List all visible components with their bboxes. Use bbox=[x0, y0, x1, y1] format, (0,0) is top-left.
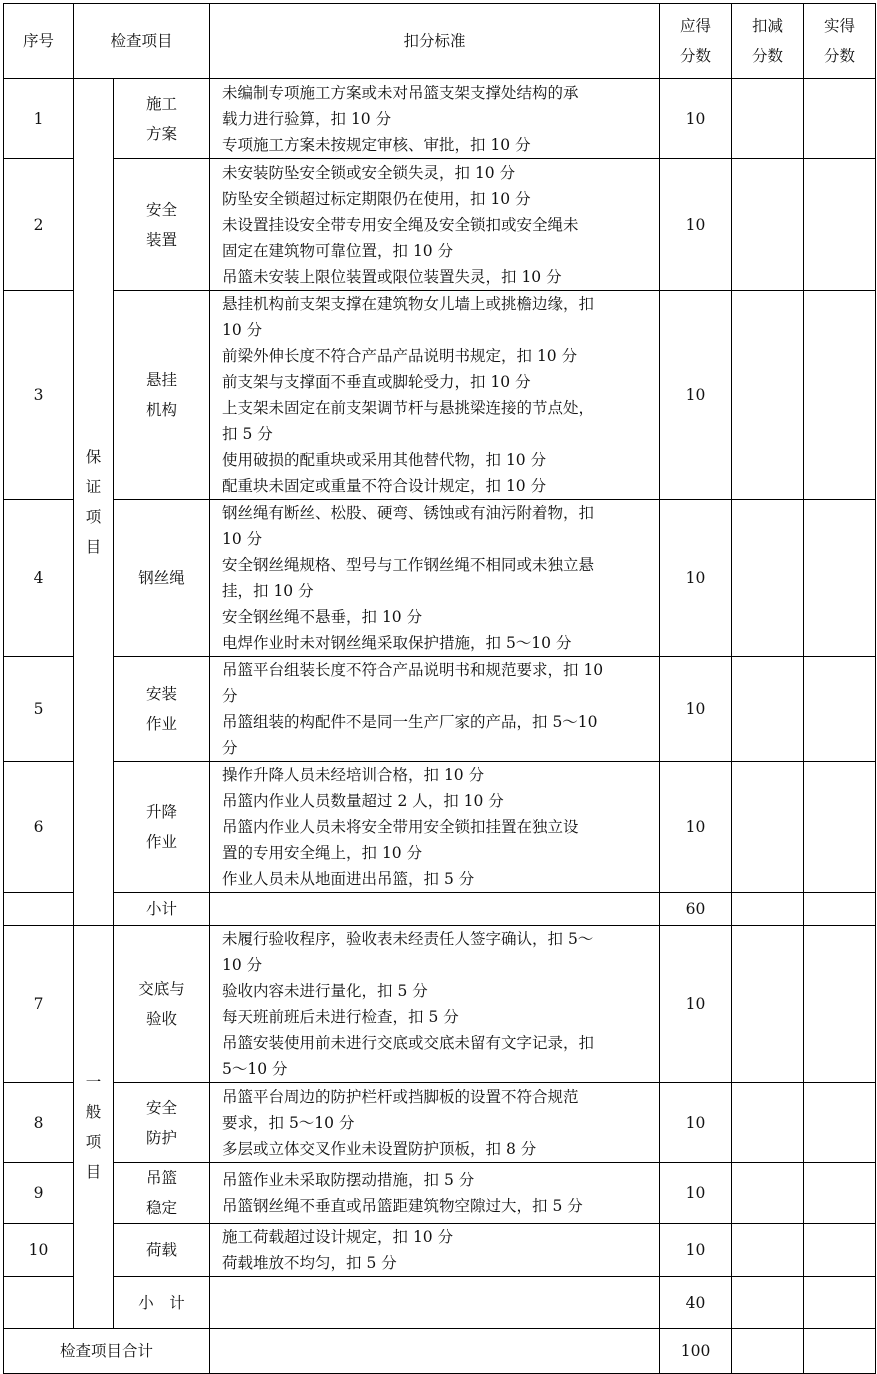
header-deducted: 扣减 分数 bbox=[732, 4, 804, 79]
table-row bbox=[4, 657, 876, 762]
row-score: 10 bbox=[660, 500, 732, 657]
subtotal-score: 40 bbox=[660, 1277, 732, 1329]
row-standard: 吊篮平台周边的防护栏杆或挡脚板的设置不符合规范 要求，扣 5～10 分 多层或立体交叉作业未设置防护顶板，扣 8 分 bbox=[210, 1083, 660, 1163]
safety-inspection-table bbox=[3, 3, 876, 1374]
row-item: 吊篮 稳定 bbox=[114, 1163, 210, 1224]
row-deducted[interactable] bbox=[732, 79, 804, 159]
row-seq: 10 bbox=[4, 1224, 74, 1277]
row-standard: 操作升降人员未经培训合格，扣 10 分 吊篮内作业人员数量超过 2 人，扣 10 分 吊篮内作业人员未将安全带用安全锁扣挂置在独立设 置的专用安全绳上，扣 10 分 作业人员未从地面进出吊篮，扣 5 分 bbox=[210, 762, 660, 893]
subtotal-standard bbox=[210, 893, 660, 926]
total-actual[interactable] bbox=[804, 1329, 876, 1374]
row-item: 施工 方案 bbox=[114, 79, 210, 159]
row-actual[interactable] bbox=[804, 657, 876, 762]
row-seq: 5 bbox=[4, 657, 74, 762]
subtotal-deducted[interactable] bbox=[732, 893, 804, 926]
header-standard: 扣分标准 bbox=[210, 4, 660, 79]
table-row bbox=[4, 500, 876, 657]
total-label: 检查项目合计 bbox=[4, 1329, 210, 1374]
row-item: 安装 作业 bbox=[114, 657, 210, 762]
subtotal-row bbox=[4, 1277, 876, 1329]
row-item: 升降 作业 bbox=[114, 762, 210, 893]
row-deducted[interactable] bbox=[732, 291, 804, 500]
header-seq: 序号 bbox=[4, 4, 74, 79]
header-actual: 实得 分数 bbox=[804, 4, 876, 79]
table-row bbox=[4, 159, 876, 291]
table-row bbox=[4, 79, 876, 159]
row-deducted[interactable] bbox=[732, 1224, 804, 1277]
row-actual[interactable] bbox=[804, 1083, 876, 1163]
row-item: 安全 防护 bbox=[114, 1083, 210, 1163]
row-item: 交底与 验收 bbox=[114, 926, 210, 1083]
row-score: 10 bbox=[660, 657, 732, 762]
total-row bbox=[4, 1329, 876, 1374]
row-deducted[interactable] bbox=[732, 657, 804, 762]
row-standard: 吊篮作业未采取防摆动措施，扣 5 分 吊篮钢丝绳不垂直或吊篮距建筑物空隙过大，扣 5 分 bbox=[210, 1163, 660, 1224]
subtotal-seq bbox=[4, 893, 74, 926]
row-actual[interactable] bbox=[804, 926, 876, 1083]
row-score: 10 bbox=[660, 1083, 732, 1163]
table-row bbox=[4, 1163, 876, 1224]
row-item: 钢丝绳 bbox=[114, 500, 210, 657]
row-seq: 1 bbox=[4, 79, 74, 159]
table-row bbox=[4, 926, 876, 1083]
row-item: 荷载 bbox=[114, 1224, 210, 1277]
row-deducted[interactable] bbox=[732, 1163, 804, 1224]
row-score: 10 bbox=[660, 1163, 732, 1224]
row-actual[interactable] bbox=[804, 79, 876, 159]
row-actual[interactable] bbox=[804, 762, 876, 893]
row-standard: 钢丝绳有断丝、松股、硬弯、锈蚀或有油污附着物，扣 10 分 安全钢丝绳规格、型号与工作钢丝绳不相同或未独立悬 挂，扣 10 分 安全钢丝绳不悬垂，扣 10 分 电焊作业时未对钢丝绳采取保护措施，扣 5～10 分 bbox=[210, 500, 660, 657]
row-deducted[interactable] bbox=[732, 500, 804, 657]
row-standard: 悬挂机构前支架支撑在建筑物女儿墙上或挑檐边缘，扣 10 分 前梁外伸长度不符合产品产品说明书规定，扣 10 分 前支架与支撑面不垂直或脚轮受力，扣 10 分 上支架未固定在前支架调节杆与悬挑梁连接的节点处， 扣 5 分 使用破损的配重块或采用其他替代物，扣 10 分 配重块未固定或重量不符合设计规定，扣 10 分 bbox=[210, 291, 660, 500]
row-seq: 3 bbox=[4, 291, 74, 500]
subtotal-deducted[interactable] bbox=[732, 1277, 804, 1329]
subtotal-row bbox=[4, 893, 876, 926]
row-deducted[interactable] bbox=[732, 159, 804, 291]
row-item: 悬挂 机构 bbox=[114, 291, 210, 500]
subtotal-label: 小 计 bbox=[114, 1277, 210, 1329]
subtotal-seq bbox=[4, 1277, 74, 1329]
row-score: 10 bbox=[660, 291, 732, 500]
row-standard: 吊篮平台组装长度不符合产品说明书和规范要求，扣 10 分 吊篮组装的构配件不是同一生产厂家的产品，扣 5～10 分 bbox=[210, 657, 660, 762]
subtotal-standard bbox=[210, 1277, 660, 1329]
header-row bbox=[4, 4, 876, 79]
header-item: 检查项目 bbox=[74, 4, 210, 79]
row-score: 10 bbox=[660, 159, 732, 291]
row-seq: 9 bbox=[4, 1163, 74, 1224]
row-score: 10 bbox=[660, 79, 732, 159]
subtotal-label: 小计 bbox=[114, 893, 210, 926]
table-row bbox=[4, 1224, 876, 1277]
row-score: 10 bbox=[660, 762, 732, 893]
row-score: 10 bbox=[660, 926, 732, 1083]
group-guarantee: 保证项目 bbox=[74, 79, 114, 926]
row-seq: 7 bbox=[4, 926, 74, 1083]
row-standard: 未编制专项施工方案或未对吊篮支架支撑处结构的承 载力进行验算，扣 10 分 专项施工方案未按规定审核、审批，扣 10 分 bbox=[210, 79, 660, 159]
table-row bbox=[4, 762, 876, 893]
row-seq: 8 bbox=[4, 1083, 74, 1163]
row-deducted[interactable] bbox=[732, 762, 804, 893]
total-score: 100 bbox=[660, 1329, 732, 1374]
header-should-score: 应得 分数 bbox=[660, 4, 732, 79]
row-actual[interactable] bbox=[804, 1224, 876, 1277]
row-seq: 6 bbox=[4, 762, 74, 893]
group-general: 一般项目 bbox=[74, 926, 114, 1329]
subtotal-actual[interactable] bbox=[804, 1277, 876, 1329]
subtotal-actual[interactable] bbox=[804, 893, 876, 926]
row-standard: 未履行验收程序，验收表未经责任人签字确认，扣 5～ 10 分 验收内容未进行量化，扣 5 分 每天班前班后未进行检查，扣 5 分 吊篮安装使用前未进行交底或交底未留有文字记录，扣 5～10 分 bbox=[210, 926, 660, 1083]
row-actual[interactable] bbox=[804, 500, 876, 657]
total-standard bbox=[210, 1329, 660, 1374]
row-standard: 施工荷载超过设计规定，扣 10 分 荷载堆放不均匀，扣 5 分 bbox=[210, 1224, 660, 1277]
total-deducted[interactable] bbox=[732, 1329, 804, 1374]
row-seq: 4 bbox=[4, 500, 74, 657]
row-item: 安全 装置 bbox=[114, 159, 210, 291]
row-actual[interactable] bbox=[804, 291, 876, 500]
subtotal-score: 60 bbox=[660, 893, 732, 926]
table-row bbox=[4, 291, 876, 500]
row-deducted[interactable] bbox=[732, 926, 804, 1083]
row-actual[interactable] bbox=[804, 1163, 876, 1224]
row-seq: 2 bbox=[4, 159, 74, 291]
row-standard: 未安装防坠安全锁或安全锁失灵，扣 10 分 防坠安全锁超过标定期限仍在使用，扣 10 分 未设置挂设安全带专用安全绳及安全锁扣或安全绳未 固定在建筑物可靠位置，扣 10 分 吊篮未安装上限位装置或限位装置失灵，扣 10 分 bbox=[210, 159, 660, 291]
row-score: 10 bbox=[660, 1224, 732, 1277]
row-actual[interactable] bbox=[804, 159, 876, 291]
table-row bbox=[4, 1083, 876, 1163]
row-deducted[interactable] bbox=[732, 1083, 804, 1163]
